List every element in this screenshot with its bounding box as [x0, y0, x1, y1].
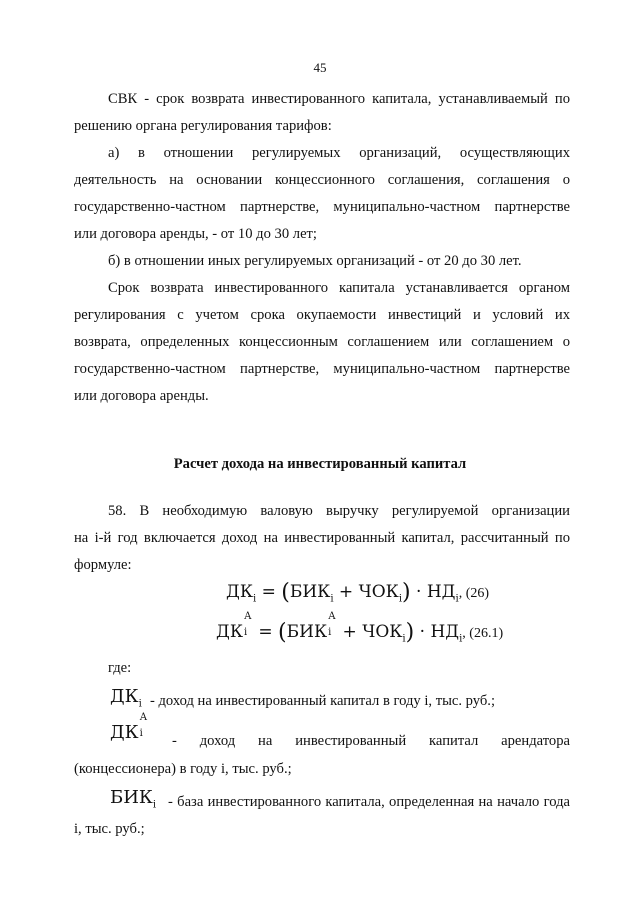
formula-26-1-close-paren: )	[405, 620, 415, 645]
formula-26-lhs: ДК	[226, 582, 253, 602]
formula-26-1-term3: НД	[430, 622, 460, 642]
para58-line2: на i-й год включается доход на инвестированный капитал, рассчитанный по	[74, 530, 570, 546]
formula-26-1-open-paren: (	[278, 620, 287, 645]
para1-line1: СВК - срок возврата инвестированного капитала, устанавливаемый по	[108, 91, 570, 107]
formula-26-term2: ЧОК	[358, 582, 399, 602]
para2-line5: или договора аренды.	[74, 388, 209, 404]
formula-26-1-term1: БИК	[286, 622, 328, 642]
formula-26-1-plus: +	[337, 622, 363, 642]
section-heading: Расчет дохода на инвестированный капитал	[173, 456, 467, 472]
formula-26-lhs-sub: i	[252, 593, 257, 605]
formula-26-1	[216, 611, 504, 645]
def1-symbol-sub: i	[138, 698, 142, 710]
where-label: где:	[108, 660, 132, 676]
para58-line3: формуле:	[74, 557, 132, 573]
page-number: 45	[313, 60, 327, 75]
formula-26-1-term2-sub: i	[402, 633, 406, 645]
para2-line2: регулирования с учетом срока окупаемости инвестиций и условий их	[74, 307, 570, 323]
formula-26-1-term1-indices	[327, 611, 337, 638]
formula-26	[226, 580, 489, 605]
def2-symbol-sup: А	[139, 712, 148, 723]
def2-symbol-sub: i	[139, 728, 143, 739]
formula-26-tag: , (26)	[458, 586, 490, 601]
def3-symbol-sub: i	[152, 799, 157, 811]
formula-26-term1: БИК	[289, 582, 331, 602]
def2-symbol-indices	[139, 712, 149, 739]
item-a-line3: государственно-частном партнерстве, муниципально-частном партнерстве	[74, 199, 570, 215]
item-a-line1: а) в отношении регулируемых организаций, осуществляющих	[108, 145, 570, 161]
para1-line2: решению органа регулирования тарифов:	[74, 118, 332, 134]
formula-26-1-dot: ·	[414, 622, 431, 642]
formula-26-term3-sub: i	[455, 593, 459, 605]
def3-line1: - база инвестированного капитала, определенная на начало года	[168, 794, 570, 810]
formula-26-plus: +	[333, 582, 359, 602]
para2-line1: Срок возврата инвестированного капитала устанавливается органом	[108, 280, 570, 296]
formula-26-term2-sub: i	[398, 593, 403, 605]
def3-symbol	[110, 787, 156, 811]
formula-26-term3: НД	[426, 582, 456, 602]
formula-26-1-lhs: ДК	[216, 622, 243, 642]
formula-26-1-term1-sup: А	[328, 611, 336, 622]
formula-26-1-lhs-sup: А	[243, 611, 252, 622]
formula-26-eq: =	[256, 582, 282, 602]
para58-line1: 58. В необходимую валовую выручку регулируемой организации	[108, 503, 570, 519]
formula-26-1-lhs-sub: i	[243, 627, 248, 638]
formula-26-term1-sub: i	[330, 593, 334, 605]
def3-line2: i, тыс. руб.;	[74, 821, 145, 837]
para2-line3: возврата, определенных концессионным соглашением или соглашением о	[74, 334, 570, 350]
formula-26-1-term3-sub: i	[459, 633, 463, 645]
def1-symbol-base: ДК	[110, 686, 139, 707]
formula-26-1-term1-sub: i	[328, 627, 332, 638]
formula-26-1-term2: ЧОК	[362, 622, 403, 642]
def2-symbol	[110, 712, 149, 743]
item-a-line2: деятельность на основании концессионного соглашения, соглашения о	[74, 172, 570, 188]
def2-symbol-base: ДК	[110, 722, 139, 743]
para2-line4: государственно-частном партнерстве, муниципально-частном партнерстве	[74, 361, 570, 377]
formula-26-dot: ·	[410, 582, 427, 602]
item-b: б) в отношении иных регулируемых организаций - от 20 до 30 лет.	[108, 253, 522, 269]
formula-26-1-tag: , (26.1)	[462, 626, 504, 641]
def1-text: - доход на инвестированный капитал в году i, тыс. руб.;	[150, 693, 495, 709]
def2-line2: (концессионера) в году i, тыс. руб.;	[74, 761, 292, 777]
def2-line1: - доход на инвестированный капитал арендатора	[172, 733, 570, 749]
item-a-line4: или договора аренды, - от 10 до 30 лет;	[74, 226, 317, 242]
def3-symbol-base: БИК	[110, 787, 153, 808]
formula-26-close-paren: )	[402, 580, 411, 605]
formula-26-1-eq: =	[252, 622, 279, 642]
def1-symbol	[110, 686, 142, 710]
formula-26-1-lhs-indices	[243, 611, 253, 638]
formula-26-open-paren: (	[281, 580, 290, 605]
